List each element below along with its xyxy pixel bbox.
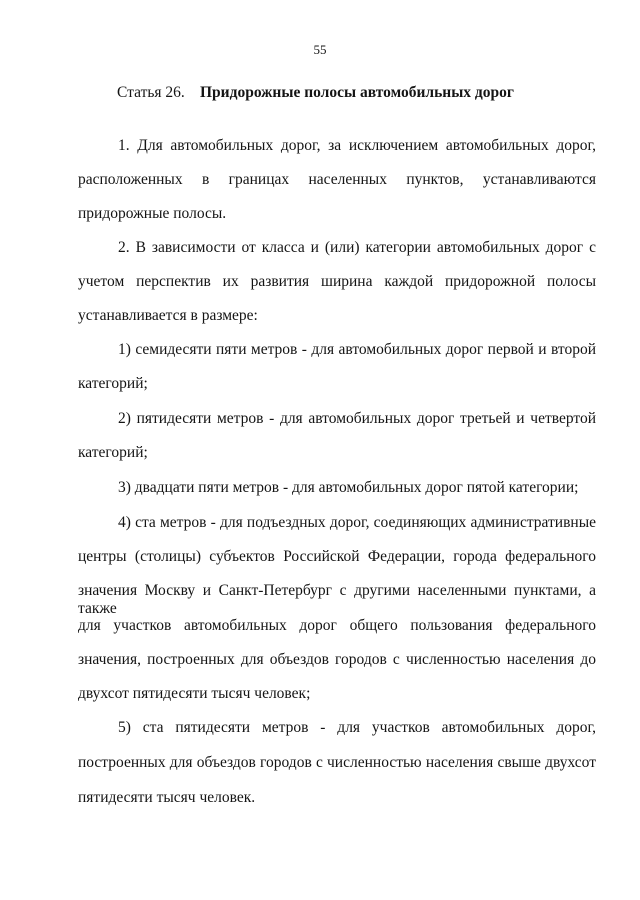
article-label: Статья 26. (117, 84, 185, 101)
text-line: расположенных в границах населенных пунктов, устанавливаются (78, 171, 596, 188)
article-title: Придорожные полосы автомобильных дорог (200, 84, 514, 101)
text-line: 3) двадцати пяти метров - для автомобильных дорог пятой категории; (118, 479, 579, 496)
text-line: 1. Для автомобильных дорог, за исключением автомобильных дорог, (118, 137, 596, 154)
text-line: 5) ста пятидесяти метров - для участков автомобильных дорог, (118, 719, 596, 736)
text-line: 2) пятидесяти метров - для автомобильных дорог третьей и четвертой (118, 410, 596, 427)
text-line: построенных для объездов городов с численностью населения свыше двухсот (78, 754, 596, 771)
text-line: для участков автомобильных дорог общего пользования федерального (78, 617, 596, 634)
text-line: значения Москву и Санкт-Петербург с другими населенными пунктами, а также (78, 582, 596, 617)
text-line: категорий; (78, 375, 148, 392)
page-number: 55 (313, 42, 327, 57)
text-line: значения, построенных для объездов городов с численностью населения до (78, 651, 596, 668)
text-line: 4) ста метров - для подъездных дорог, соединяющих административные (118, 514, 596, 531)
text-line: 1) семидесяти пяти метров - для автомобильных дорог первой и второй (118, 341, 596, 358)
text-line: придорожные полосы. (78, 205, 227, 222)
text-line: 2. В зависимости от класса и (или) категории автомобильных дорог с (118, 239, 596, 256)
text-line: двухсот пятидесяти тысяч человек; (78, 685, 311, 702)
text-line: центры (столицы) субъектов Российской Федерации, города федерального (78, 548, 596, 565)
article-heading (117, 84, 514, 102)
text-line: категорий; (78, 444, 148, 461)
text-line: устанавливается в размере: (78, 307, 258, 324)
text-line: пятидесяти тысяч человек. (78, 789, 256, 806)
text-line: учетом перспектив их развития ширина каждой придорожной полосы (78, 273, 596, 290)
